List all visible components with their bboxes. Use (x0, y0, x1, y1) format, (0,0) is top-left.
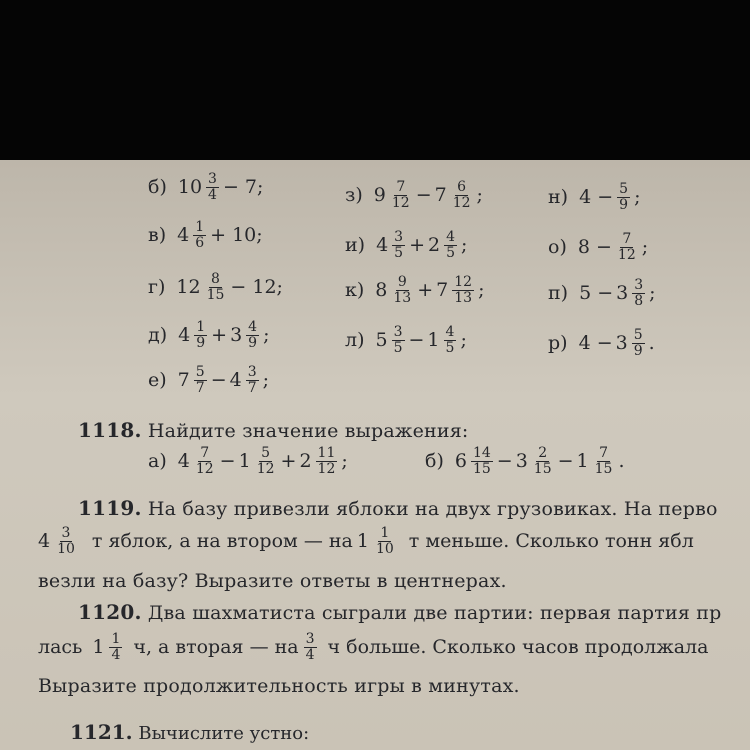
fraction: $\frac{1}{6}$ (195, 219, 205, 251)
fraction: $\frac{9}{13}$ (393, 274, 412, 306)
fraction: $\frac{3}{4}$ (208, 171, 217, 203)
problem-1119-line2: 4 $\frac{3}{10}$ т яблок, а на втором — на 1 $\frac{1}{10}$ т меньше. Сколько тонн ябл (38, 525, 694, 557)
fraction: $\frac{3}{8}$ (634, 277, 644, 309)
fraction: $\frac{7}{12}$ (617, 231, 636, 263)
exercise-z: з) 9 $\frac{7}{12}$ − 7 $\frac{6}{12}$ ; (345, 179, 483, 211)
fraction: $\frac{4}{5}$ (446, 229, 456, 261)
problem-1120-line1: 1120. Два шахматиста сыграли две партии: первая партия пр (78, 600, 722, 624)
fraction: $\frac{6}{12}$ (452, 179, 471, 211)
fraction: $\frac{4}{5}$ (445, 324, 455, 356)
exercise-n: н) 4 − $\frac{5}{9}$ ; (548, 181, 641, 213)
exercise-e: е) 7 $\frac{5}{7}$ − 4 $\frac{3}{7}$ ; (148, 364, 270, 396)
exercise-k: к) 8 $\frac{9}{13}$ + 7 $\frac{12}{13}$ ; (345, 274, 485, 306)
problem-1118-a: а) 4 $\frac{7}{12}$ − 1 $\frac{5}{12}$ + 2 $\frac{11}{12}$ ; (148, 445, 348, 477)
fraction: $\frac{3}{5}$ (394, 229, 404, 261)
dark-background-top (0, 0, 750, 160)
problem-1120-line2: лась 1 $\frac{1}{4}$ ч, а вторая — на $\frac{3}{4}$ ч больше. Сколько часов продолжала (38, 631, 709, 663)
exercise-b: б) 10 $\frac{3}{4}$ − 7; (148, 171, 264, 203)
fraction: $\frac{12}{13}$ (454, 274, 473, 306)
exercise-g: г) 12 $\frac{8}{15}$ − 12; (148, 271, 283, 303)
problem-1121-heading: 1121. Вычислите устно: (70, 720, 310, 744)
problem-1120-line3: Выразите продолжительность игры в минутах. (38, 675, 520, 697)
textbook-page (0, 160, 750, 750)
fraction: $\frac{1}{9}$ (196, 319, 206, 351)
problem-1119-line3: везли на базу? Выразите ответы в центнерах. (38, 570, 507, 592)
fraction: $\frac{3}{7}$ (247, 364, 257, 396)
exercise-i: и) 4 $\frac{3}{5}$ + 2 $\frac{4}{5}$ ; (345, 229, 468, 261)
exercise-l: л) 5 $\frac{3}{5}$ − 1 $\frac{4}{5}$ ; (345, 324, 467, 356)
exercise-r: р) 4 − 3 $\frac{5}{9}$ . (548, 327, 655, 359)
problem-1118-b: б) 6 $\frac{14}{15}$ − 3 $\frac{2}{15}$ − 1 $\frac{7}{15}$ . (425, 445, 625, 477)
fraction: $\frac{5}{7}$ (195, 364, 205, 396)
problem-1119-line1: 1119. На базу привезли яблоки на двух грузовиках. На перво (78, 496, 718, 520)
fraction: $\frac{7}{12}$ (391, 179, 410, 211)
exercise-p: п) 5 − 3 $\frac{3}{8}$ ; (548, 277, 656, 309)
fraction: $\frac{5}{9}$ (633, 327, 643, 359)
problem-1118-heading: 1118. Найдите значение выражения: (78, 418, 469, 442)
fraction: $\frac{8}{15}$ (206, 271, 225, 303)
exercise-d: д) 4 $\frac{1}{9}$ + 3 $\frac{4}{9}$ ; (148, 319, 270, 351)
fraction: $\frac{5}{9}$ (619, 181, 629, 213)
exercise-o: о) 8 − $\frac{7}{12}$ ; (548, 231, 649, 263)
exercise-v: в) 4 $\frac{1}{6}$ + 10; (148, 219, 263, 251)
fraction: $\frac{3}{5}$ (393, 324, 403, 356)
fraction: $\frac{4}{9}$ (248, 319, 258, 351)
